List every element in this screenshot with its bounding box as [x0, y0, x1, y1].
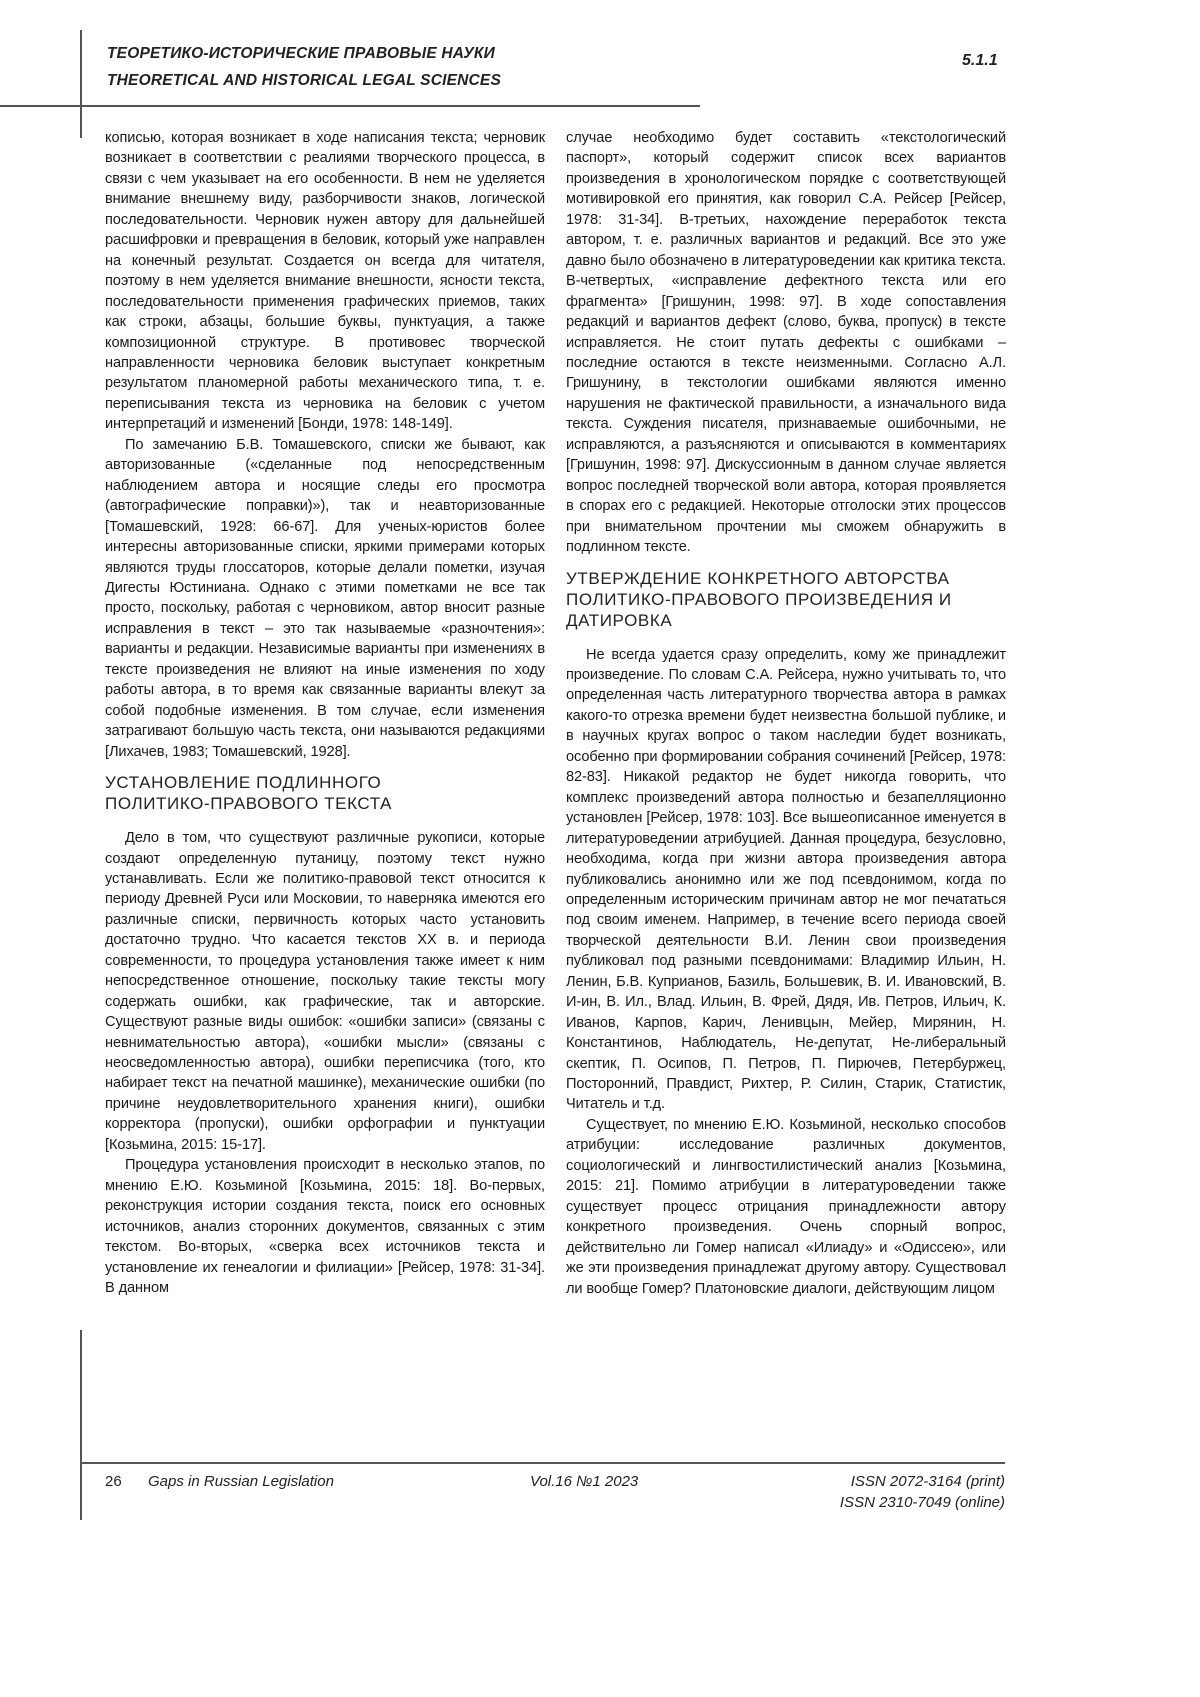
section-title-en: THEORETICAL AND HISTORICAL LEGAL SCIENCES	[107, 67, 501, 94]
right-column	[566, 128, 1006, 1299]
paragraph: кописью, которая возникает в ходе написания текста; черновик возникает в соответствии с реалиями творческого процесса, в связи с чем указывает на его особенности. В нем не уделяется внимание внешнему виду, разборчивости знаков, логической последовательности. Черновик нужен автору для дальнейшей расшифровки и превращения в беловик, который уже направлен на конечный результат. Создается он всегда для читателя, поэтому в нем уделяется внимание внешности, ясности текста, последовательности применения графических приемов, таких как строки, абзацы, большие буквы, пунктуация, а также композиционной структуре. В противовес творческой направленности черновика беловик выступает конкретным результатом планомерной работы механического типа, т. е. переписывания текста из черновика на беловик с учетом интерпретаций и изменений [Бонди, 1978: 148-149].	[105, 128, 545, 435]
issue-text: Vol.16 №1 2023	[530, 1473, 638, 1490]
header-horizontal-rule	[0, 105, 700, 107]
heading-line: ПОЛИТИКО-ПРАВОВОГО ТЕКСТА	[105, 794, 392, 813]
footer-horizontal-rule	[80, 1462, 1005, 1464]
running-header	[107, 40, 501, 94]
issn-online-text: ISSN 2310-7049 (online)	[840, 1494, 1005, 1511]
section-code: 5.1.1	[962, 52, 998, 70]
page-number: 26	[105, 1473, 122, 1490]
paragraph: Дело в том, что существуют различные рукописи, которые создают определенную путаницу, поэтому текст нужно устанавливать. Если же политико-правовой текст относится к периоду Древней Руси или Московии, то наверняка имеются его различные списки, первичность которых часто установить достаточно трудно. Что касается текстов XX в. и периода современности, то процедура установления также имеет к ним непосредственное отношение, поскольку такие тексты могу содержать ошибки, как графические, так и авторские. Существуют разные виды ошибок: «ошибки записи» (связаны с невнимательностью автора), «ошибки мысли» (связаны с неосведомленностью автора), ошибки переписчика (того, кто набирает текст на печатной машинке), механические ошибки (по причине неудовлетворительного хранения книги), ошибки корректора (пропуски), ошибки орфографии и пунктуации [Козьмина, 2015: 15-17].	[105, 828, 545, 1155]
section-title-ru: ТЕОРЕТИКО-ИСТОРИЧЕСКИЕ ПРАВОВЫЕ НАУКИ	[107, 40, 501, 67]
section-heading: УТВЕРЖДЕНИЕ КОНКРЕТНОГО АВТОРСТВА ПОЛИТИКО-ПРАВОВОГО ПРОИЗВЕДЕНИЯ И ДАТИРОВКА	[566, 568, 1006, 631]
heading-line: УСТАНОВЛЕНИЕ ПОДЛИННОГО	[105, 773, 381, 792]
paragraph: По замечанию Б.В. Томашевского, списки же бывают, как авторизованные («сделанные под непосредственным наблюдением автора и носящие следы его просмотра (автографические поправки)»), так и неавторизованные [Томашевский, 1928: 66-67]. Для ученых-юристов более интересны авторизованные списки, яркими примерами которых являются труды глоссаторов, которые делали пометки, изучая Дигесты Юстиниана. Однако с этими пометками не все так просто, поскольку, работая с черновиком, автор вносит разные исправления в текст – это так называемые «разночтения»: варианты и редакции. Независимые варианты при изменениях в тексте произведения не влияют на иные изменения по ходу работы автора, в то время как связанные варианты влекут за собой подобные изменения. В том случае, если изменения затрагивают большую часть текста, они называются редакциями [Лихачев, 1983; Томашевский, 1928].	[105, 435, 545, 762]
paragraph: Не всегда удается сразу определить, кому же принадлежит произведение. По словам С.А. Рейсера, нужно учитывать то, что определенная часть литературного творчества автора в рамках какого-то отрезка времени будет неизвестна большой публике, и в научных кругах вопрос о таком наследии будет возникать, особенно при формировании собрания сочинений [Рейсер, 1978: 82-83]. Никакой редактор не будет никогда говорить, что комплекс произведений автора полностью и безапелляционно установлен [Рейсер, 1978: 103]. Все вышеописанное именуется в литературоведении атрибуцией. Данная процедура, безусловно, необходима, когда при жизни автора произведения автора публиковались анонимно или же под псевдонимом, когда по определенным историческим причинам автор не мог печататься под своим именем. Например, в течение всего периода своей творческой деятельности В.И. Ленин свои произведения публиковал под разными псевдонимами: Владимир Ильин, Н. Ленин, Б.В. Куприанов, Базиль, Большевик, В. И. Ивановский, В. И-ин, В. Ил., Влад. Ильин, В. Фрей, Дядя, Ив. Петров, Ильич, К. Иванов, Карпов, Карич, Ленивцын, Мейер, Мирянин, Н. Константинов, Наблюдатель, Не-депутат, Не-либеральный скептик, П. Осипов, П. Петров, П. Пирючев, Петербуржец, Посторонний, Правдист, Рихтер, Р. Силин, Старик, Статистик, Читатель и т.д.	[566, 645, 1006, 1115]
issue-info	[530, 1473, 638, 1490]
issn-print-text: ISSN 2072-3164 (print)	[851, 1473, 1005, 1490]
paragraph: случае необходимо будет составить «текстологический паспорт», который содержит список всех вариантов произведения в хронологическом порядке с соответствующей мотивировкой его принятия, как говорил С.А. Рейсер [Рейсер, 1978: 31-34]. В-третьих, нахождение переработок текста автором, т. е. различных вариантов и редакций. Все это уже давно было обозначено в литературоведении как критика текста. В-четвертых, «исправление дефектного текста или его фрагмента» [Гришунин, 1998: 97]. В ходе сопоставления редакций и вариантов дефект (слово, буква, пропуск) в тексте исправляется. Не стоит путать дефекты с ошибками – последние остаются в тексте неизменными. Согласно А.Л. Гришунину, в текстологии ошибками являются именно нарушения не фактической правильности, а изначального вида текста. Суждения писателя, признаваемые ошибочными, не исправляются, а разъясняются и описываются в комментариях [Гришунин, 1998: 97]. Дискуссионным в данном случае является вопрос последней творческой воли автора, которая проявляется в спорах его с редакцией. Некоторые отголоски этих процессов при внимательном прочтении мы сможем обнаружить в подлинном тексте.	[566, 128, 1006, 558]
issn-print	[851, 1473, 1005, 1490]
journal-name-text: Gaps in Russian Legislation	[148, 1473, 334, 1490]
header-vertical-rule	[80, 30, 82, 138]
issn-online	[840, 1494, 1005, 1511]
left-column	[105, 128, 545, 1298]
footer-vertical-rule	[80, 1330, 82, 1520]
paragraph: Процедура установления происходит в несколько этапов, по мнению Е.Ю. Козьминой [Козьмина, 2015: 18]. Во-первых, реконструкция истории создания текста, поиск его основных источников, анализ сторонних документов, связанных с этим текстом. Во-вторых, «сверка всех источников текста и установление их генеалогии и филиации» [Рейсер, 1978: 31-34]. В данном	[105, 1155, 545, 1298]
journal-name	[148, 1473, 334, 1490]
section-heading	[105, 772, 545, 814]
paragraph: Существует, по мнению Е.Ю. Козьминой, несколько способов атрибуции: исследование различных документов, социологический и лингвостилистический анализ [Козьмина, 2015: 21]. Помимо атрибуции в литературоведении также существует процесс отрицания принадлежности автору конкретного произведения. Очень спорный вопрос, действительно ли Гомер написал «Илиаду» и «Одиссею», или же эти произведения принадлежат другому автору. Существовал ли вообще Гомер? Платоновские диалоги, действующим лицом	[566, 1115, 1006, 1299]
